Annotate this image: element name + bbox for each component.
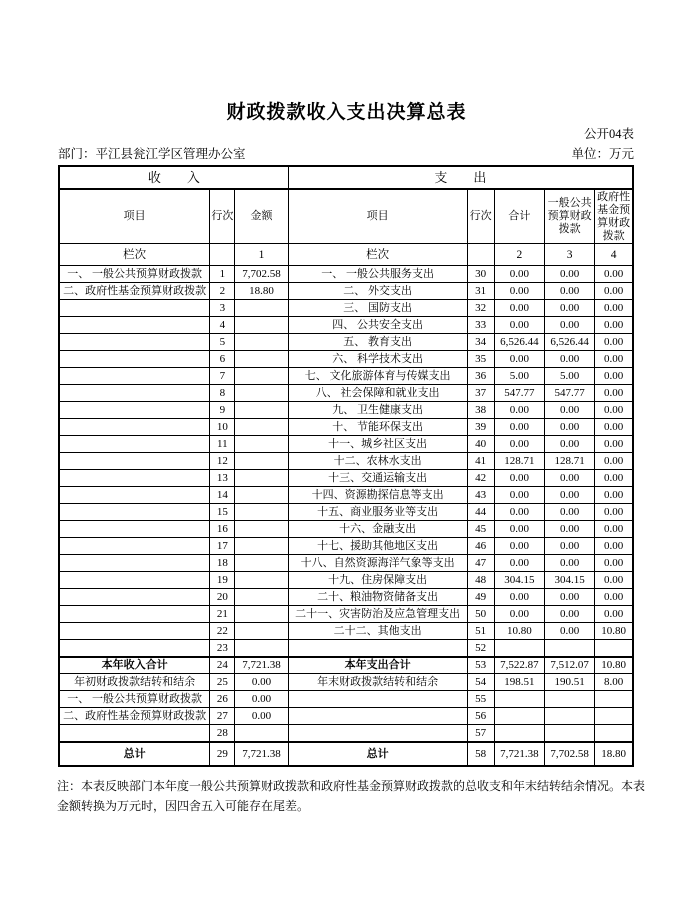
table-row xyxy=(59,742,633,766)
expense-total: 0.00 xyxy=(494,419,544,436)
table-row xyxy=(59,300,633,317)
expense-total: 0.00 xyxy=(494,300,544,317)
expense-gov-fund: 0.00 xyxy=(595,266,633,283)
expense-row-no: 34 xyxy=(467,334,494,351)
page-title: 财政拨款收入支出决算总表 xyxy=(226,102,467,123)
income-row-no: 4 xyxy=(210,317,235,334)
expense-general-budget xyxy=(544,725,594,742)
expense-gov-fund xyxy=(595,725,633,742)
income-row-no: 14 xyxy=(210,487,235,504)
expense-total: 6,526.44 xyxy=(494,334,544,351)
expense-total-index: 2 xyxy=(494,244,544,266)
income-row-no: 29 xyxy=(210,742,235,766)
expense-row-no: 35 xyxy=(467,351,494,368)
expense-gov-fund: 0.00 xyxy=(595,555,633,572)
income-amount xyxy=(235,538,288,555)
expense-total: 7,522.87 xyxy=(494,657,544,674)
income-row-no: 17 xyxy=(210,538,235,555)
income-item xyxy=(59,385,210,402)
income-row-no: 3 xyxy=(210,300,235,317)
expense-row-no: 58 xyxy=(467,742,494,766)
table-row xyxy=(59,436,633,453)
expense-row-no: 30 xyxy=(467,266,494,283)
expense-gov-fund: 0.00 xyxy=(595,453,633,470)
income-row-no: 6 xyxy=(210,351,235,368)
income-item xyxy=(59,521,210,538)
income-item xyxy=(59,436,210,453)
expense-general-budget: 190.51 xyxy=(544,674,594,691)
table-row xyxy=(59,640,633,657)
expense-item: 二、 外交支出 xyxy=(288,283,467,300)
income-amount xyxy=(235,453,288,470)
expense-general-budget: 0.00 xyxy=(544,351,594,368)
income-row-no: 13 xyxy=(210,470,235,487)
income-amount xyxy=(235,351,288,368)
income-amount: 0.00 xyxy=(235,708,288,725)
income-item: 二、政府性基金预算财政拨款 xyxy=(59,708,210,725)
income-item: 一、 一般公共预算财政拨款 xyxy=(59,266,210,283)
expense-total: 0.00 xyxy=(494,521,544,538)
income-item xyxy=(59,368,210,385)
table-row xyxy=(59,470,633,487)
expense-general-budget: 0.00 xyxy=(544,487,594,504)
expense-row-no-header: 行次 xyxy=(467,189,494,244)
income-section-header: 收 入 xyxy=(59,166,288,189)
expense-general-budget: 0.00 xyxy=(544,589,594,606)
expense-gov-fund: 0.00 xyxy=(595,317,633,334)
expense-row-no: 57 xyxy=(467,725,494,742)
income-row-no: 11 xyxy=(210,436,235,453)
income-amount xyxy=(235,521,288,538)
expense-total: 547.77 xyxy=(494,385,544,402)
table-row xyxy=(59,334,633,351)
table-row xyxy=(59,623,633,640)
table-row xyxy=(59,266,633,283)
expense-general-budget: 0.00 xyxy=(544,436,594,453)
expense-general-budget xyxy=(544,640,594,657)
expense-item: 十七、援助其他地区支出 xyxy=(288,538,467,555)
income-row-no: 5 xyxy=(210,334,235,351)
income-amount xyxy=(235,504,288,521)
expense-general-budget: 0.00 xyxy=(544,300,594,317)
expense-gov-fund xyxy=(595,640,633,657)
income-amount xyxy=(235,368,288,385)
expense-fund-index: 4 xyxy=(595,244,633,266)
expense-total: 10.80 xyxy=(494,623,544,640)
income-amount xyxy=(235,640,288,657)
table-row xyxy=(59,419,633,436)
income-row-no: 18 xyxy=(210,555,235,572)
income-item: 总计 xyxy=(59,742,210,766)
expense-gov-fund xyxy=(595,691,633,708)
expense-row-no: 53 xyxy=(467,657,494,674)
table-row xyxy=(59,589,633,606)
income-row-no: 16 xyxy=(210,521,235,538)
expense-total: 7,721.38 xyxy=(494,742,544,766)
expense-general-budget: 0.00 xyxy=(544,623,594,640)
expense-total: 0.00 xyxy=(494,487,544,504)
table-row xyxy=(59,317,633,334)
expense-item: 十四、资源勘探信息等支出 xyxy=(288,487,467,504)
table-row xyxy=(59,708,633,725)
column-header-row xyxy=(59,189,633,244)
income-amount-header: 金额 xyxy=(235,189,288,244)
income-row-no: 2 xyxy=(210,283,235,300)
income-item: 一、 一般公共预算财政拨款 xyxy=(59,691,210,708)
expense-general-budget: 0.00 xyxy=(544,606,594,623)
expense-row-no: 52 xyxy=(467,640,494,657)
income-amount: 18.80 xyxy=(235,283,288,300)
income-amount xyxy=(235,300,288,317)
table-body xyxy=(59,266,633,766)
income-item xyxy=(59,504,210,521)
income-item xyxy=(59,402,210,419)
expense-total xyxy=(494,708,544,725)
expense-item: 八、 社会保障和就业支出 xyxy=(288,385,467,402)
income-item: 年初财政拨款结转和结余 xyxy=(59,674,210,691)
expense-item: 本年支出合计 xyxy=(288,657,467,674)
table-row xyxy=(59,351,633,368)
expense-general-budget: 0.00 xyxy=(544,521,594,538)
expense-total: 5.00 xyxy=(494,368,544,385)
income-item xyxy=(59,725,210,742)
expense-gov-fund: 0.00 xyxy=(595,470,633,487)
footnote xyxy=(57,776,657,816)
income-lanci-blank xyxy=(210,244,235,266)
expense-gov-fund: 0.00 xyxy=(595,351,633,368)
expense-item: 十二、农林水支出 xyxy=(288,453,467,470)
expense-gov-fund xyxy=(595,708,633,725)
income-amount xyxy=(235,487,288,504)
income-row-no: 10 xyxy=(210,419,235,436)
income-amount-index: 1 xyxy=(235,244,288,266)
expense-item: 四、 公共安全支出 xyxy=(288,317,467,334)
expense-item xyxy=(288,725,467,742)
income-row-no: 7 xyxy=(210,368,235,385)
income-row-no: 20 xyxy=(210,589,235,606)
expense-gov-fund: 0.00 xyxy=(595,283,633,300)
income-item: 本年收入合计 xyxy=(59,657,210,674)
expense-total: 0.00 xyxy=(494,283,544,300)
expense-general-budget: 0.00 xyxy=(544,283,594,300)
expense-gov-fund: 0.00 xyxy=(595,589,633,606)
table-row xyxy=(59,674,633,691)
expense-row-no: 32 xyxy=(467,300,494,317)
expense-total: 0.00 xyxy=(494,266,544,283)
expense-total: 0.00 xyxy=(494,436,544,453)
expense-gov-fund: 0.00 xyxy=(595,419,633,436)
income-amount xyxy=(235,555,288,572)
expense-total: 0.00 xyxy=(494,351,544,368)
expense-gov-fund: 0.00 xyxy=(595,572,633,589)
income-amount xyxy=(235,623,288,640)
income-item: 二、政府性基金预算财政拨款 xyxy=(59,283,210,300)
meta-row xyxy=(58,144,634,162)
expense-gov-fund: 10.80 xyxy=(595,623,633,640)
expense-item: 十三、交通运输支出 xyxy=(288,470,467,487)
expense-gov-fund-header: 政府性基金预算财政拨款 xyxy=(595,189,633,244)
table-row xyxy=(59,521,633,538)
table-row xyxy=(59,606,633,623)
income-amount: 7,702.58 xyxy=(235,266,288,283)
expense-row-no: 36 xyxy=(467,368,494,385)
expense-lanci-blank xyxy=(467,244,494,266)
income-item xyxy=(59,419,210,436)
expense-item xyxy=(288,691,467,708)
expense-total: 0.00 xyxy=(494,402,544,419)
expense-total xyxy=(494,691,544,708)
expense-item: 年末财政拨款结转和结余 xyxy=(288,674,467,691)
income-item xyxy=(59,487,210,504)
income-item xyxy=(59,572,210,589)
income-amount xyxy=(235,470,288,487)
income-amount: 0.00 xyxy=(235,691,288,708)
expense-gov-fund: 0.00 xyxy=(595,402,633,419)
expense-row-no: 49 xyxy=(467,589,494,606)
income-item-header: 项目 xyxy=(59,189,210,244)
expense-gov-fund: 0.00 xyxy=(595,487,633,504)
expense-total: 0.00 xyxy=(494,555,544,572)
income-row-no: 24 xyxy=(210,657,235,674)
expense-gov-fund: 0.00 xyxy=(595,436,633,453)
expense-gov-fund: 0.00 xyxy=(595,300,633,317)
expense-item xyxy=(288,708,467,725)
income-amount xyxy=(235,334,288,351)
expense-item: 六、 科学技术支出 xyxy=(288,351,467,368)
income-amount xyxy=(235,572,288,589)
income-amount xyxy=(235,317,288,334)
expense-row-no: 51 xyxy=(467,623,494,640)
expense-gov-fund: 0.00 xyxy=(595,385,633,402)
expense-item: 一、 一般公共服务支出 xyxy=(288,266,467,283)
income-amount xyxy=(235,589,288,606)
table-row xyxy=(59,504,633,521)
table-row xyxy=(59,572,633,589)
expense-row-no: 33 xyxy=(467,317,494,334)
expense-row-no: 40 xyxy=(467,436,494,453)
column-index-row xyxy=(59,244,633,266)
table-row xyxy=(59,725,633,742)
expense-row-no: 46 xyxy=(467,538,494,555)
expense-general-budget-header: 一般公共预算财政拨款 xyxy=(544,189,594,244)
income-amount xyxy=(235,402,288,419)
expense-total: 0.00 xyxy=(494,589,544,606)
expense-total: 304.15 xyxy=(494,572,544,589)
expense-item: 二十二、其他支出 xyxy=(288,623,467,640)
expense-item: 二十、粮油物资储备支出 xyxy=(288,589,467,606)
expense-total: 0.00 xyxy=(494,317,544,334)
expense-row-no: 47 xyxy=(467,555,494,572)
footnote-line-2: 金额转换为万元时，因四舍五入可能存在尾差。 xyxy=(57,799,310,813)
expense-row-no: 45 xyxy=(467,521,494,538)
table-row xyxy=(59,368,633,385)
table-row xyxy=(59,385,633,402)
expense-item: 九、 卫生健康支出 xyxy=(288,402,467,419)
expense-general-budget: 0.00 xyxy=(544,538,594,555)
income-item xyxy=(59,470,210,487)
expense-general-budget: 0.00 xyxy=(544,317,594,334)
expense-item: 三、 国防支出 xyxy=(288,300,467,317)
expense-row-no: 50 xyxy=(467,606,494,623)
expense-gov-fund: 10.80 xyxy=(595,657,633,674)
income-amount xyxy=(235,606,288,623)
expense-row-no: 56 xyxy=(467,708,494,725)
expense-general-budget: 7,702.58 xyxy=(544,742,594,766)
expense-total: 0.00 xyxy=(494,606,544,623)
income-item xyxy=(59,623,210,640)
expense-total: 0.00 xyxy=(494,538,544,555)
income-row-no: 23 xyxy=(210,640,235,657)
expense-general-budget: 0.00 xyxy=(544,402,594,419)
expense-item: 二十一、灾害防治及应急管理支出 xyxy=(288,606,467,623)
table-row xyxy=(59,555,633,572)
expense-gov-fund: 18.80 xyxy=(595,742,633,766)
income-row-no: 21 xyxy=(210,606,235,623)
income-amount: 7,721.38 xyxy=(235,742,288,766)
income-item xyxy=(59,334,210,351)
income-row-no: 9 xyxy=(210,402,235,419)
expense-row-no: 43 xyxy=(467,487,494,504)
expense-general-budget: 0.00 xyxy=(544,555,594,572)
income-row-no-header: 行次 xyxy=(210,189,235,244)
income-item xyxy=(59,606,210,623)
income-amount xyxy=(235,436,288,453)
income-row-no: 19 xyxy=(210,572,235,589)
income-amount xyxy=(235,725,288,742)
expense-item: 十九、住房保障支出 xyxy=(288,572,467,589)
expense-row-no: 38 xyxy=(467,402,494,419)
expense-general-index: 3 xyxy=(544,244,594,266)
footnote-line-1: 注：本表反映部门本年度一般公共预算财政拨款和政府性基金预算财政拨款的总收支和年末结转结余情况。本表 xyxy=(57,779,646,793)
table-row xyxy=(59,691,633,708)
income-amount xyxy=(235,385,288,402)
expense-item: 十八、自然资源海洋气象等支出 xyxy=(288,555,467,572)
expense-row-no: 55 xyxy=(467,691,494,708)
income-item xyxy=(59,555,210,572)
expense-item: 七、 文化旅游体育与传媒支出 xyxy=(288,368,467,385)
department-label: 部门：平江县瓮江学区管理办公室 xyxy=(58,147,246,161)
expense-row-no: 44 xyxy=(467,504,494,521)
expense-row-no: 41 xyxy=(467,453,494,470)
expense-general-budget xyxy=(544,691,594,708)
expense-item: 十一、城乡社区支出 xyxy=(288,436,467,453)
table-row xyxy=(59,402,633,419)
fiscal-appropriation-table xyxy=(58,165,634,767)
income-row-no: 22 xyxy=(210,623,235,640)
expense-row-no: 54 xyxy=(467,674,494,691)
income-item xyxy=(59,351,210,368)
expense-gov-fund: 0.00 xyxy=(595,368,633,385)
expense-row-no: 37 xyxy=(467,385,494,402)
income-row-no: 1 xyxy=(210,266,235,283)
expense-general-budget: 7,512.07 xyxy=(544,657,594,674)
expense-general-budget: 6,526.44 xyxy=(544,334,594,351)
expense-item: 总计 xyxy=(288,742,467,766)
unit-label: 单位：万元 xyxy=(571,147,634,161)
income-amount: 7,721.38 xyxy=(235,657,288,674)
expense-item: 五、 教育支出 xyxy=(288,334,467,351)
income-amount xyxy=(235,419,288,436)
expense-general-budget: 128.71 xyxy=(544,453,594,470)
expense-gov-fund: 0.00 xyxy=(595,521,633,538)
income-row-no: 25 xyxy=(210,674,235,691)
income-row-no: 26 xyxy=(210,691,235,708)
expense-gov-fund: 8.00 xyxy=(595,674,633,691)
table-row xyxy=(59,283,633,300)
income-item xyxy=(59,640,210,657)
expense-item: 十六、金融支出 xyxy=(288,521,467,538)
expense-item: 十五、商业服务业等支出 xyxy=(288,504,467,521)
expense-general-budget xyxy=(544,708,594,725)
expense-total: 0.00 xyxy=(494,504,544,521)
expense-total xyxy=(494,640,544,657)
income-item xyxy=(59,538,210,555)
expense-item-header: 项目 xyxy=(288,189,467,244)
income-row-no: 28 xyxy=(210,725,235,742)
income-row-no: 8 xyxy=(210,385,235,402)
income-row-no: 27 xyxy=(210,708,235,725)
expense-general-budget: 0.00 xyxy=(544,470,594,487)
expense-row-no: 31 xyxy=(467,283,494,300)
expense-total: 0.00 xyxy=(494,470,544,487)
expense-total-header: 合计 xyxy=(494,189,544,244)
expense-total: 128.71 xyxy=(494,453,544,470)
expense-total xyxy=(494,725,544,742)
expense-total: 198.51 xyxy=(494,674,544,691)
expense-gov-fund: 0.00 xyxy=(595,504,633,521)
expense-general-budget: 5.00 xyxy=(544,368,594,385)
income-lanci-label: 栏次 xyxy=(59,244,210,266)
expense-gov-fund: 0.00 xyxy=(595,606,633,623)
section-header-row xyxy=(59,166,633,189)
table-row xyxy=(59,453,633,470)
table-row xyxy=(59,538,633,555)
expense-row-no: 39 xyxy=(467,419,494,436)
expense-gov-fund: 0.00 xyxy=(595,538,633,555)
income-item xyxy=(59,453,210,470)
income-amount: 0.00 xyxy=(235,674,288,691)
expense-general-budget: 547.77 xyxy=(544,385,594,402)
expense-section-header: 支 出 xyxy=(288,166,633,189)
income-item xyxy=(59,589,210,606)
expense-general-budget: 304.15 xyxy=(544,572,594,589)
income-row-no: 12 xyxy=(210,453,235,470)
expense-lanci-label: 栏次 xyxy=(288,244,467,266)
income-row-no: 15 xyxy=(210,504,235,521)
expense-item xyxy=(288,640,467,657)
doc-number-label: 公开04表 xyxy=(583,127,634,141)
table-row xyxy=(59,487,633,504)
expense-item: 十、 节能环保支出 xyxy=(288,419,467,436)
expense-general-budget: 0.00 xyxy=(544,266,594,283)
expense-row-no: 48 xyxy=(467,572,494,589)
income-item xyxy=(59,317,210,334)
table-row xyxy=(59,657,633,674)
expense-general-budget: 0.00 xyxy=(544,419,594,436)
expense-general-budget: 0.00 xyxy=(544,504,594,521)
expense-row-no: 42 xyxy=(467,470,494,487)
expense-gov-fund: 0.00 xyxy=(595,334,633,351)
income-item xyxy=(59,300,210,317)
